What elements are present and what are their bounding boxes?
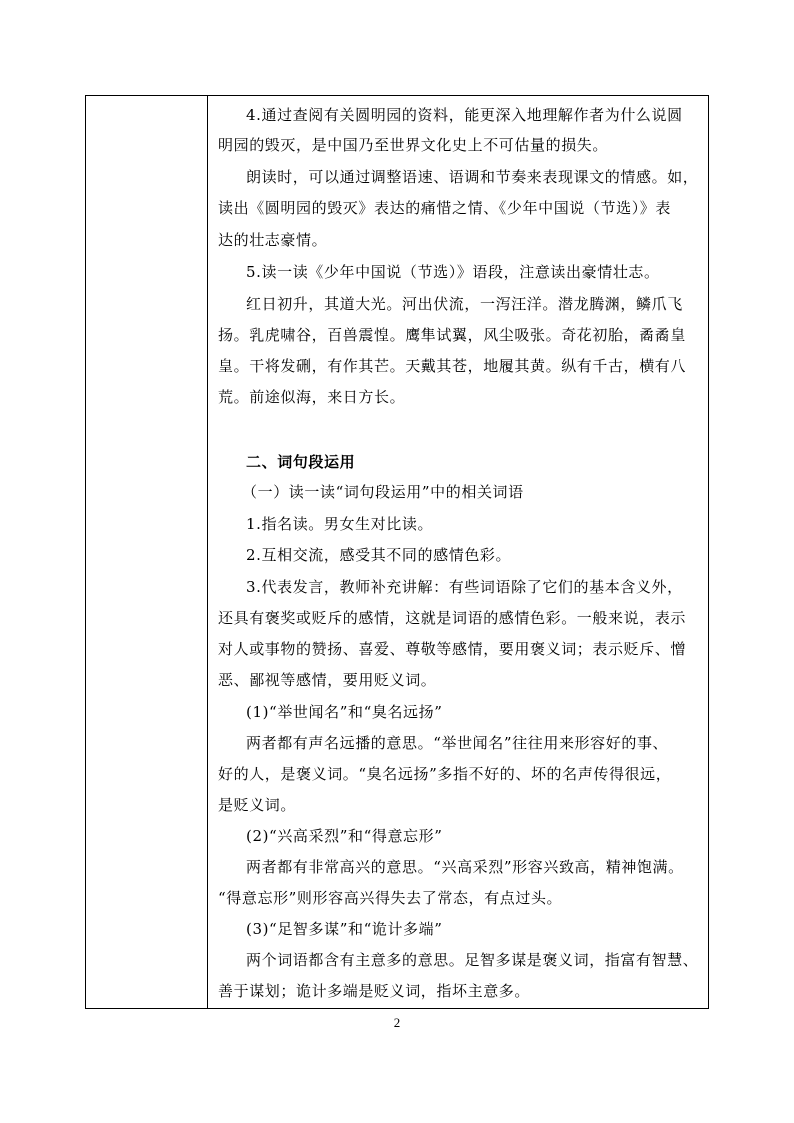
text-line: 荒。前途似海，来日方长。 (218, 388, 406, 406)
text-line: 红日初升，其道大光。河出伏流，一泻汪洋。潜龙腾渊，鳞爪飞 (246, 295, 683, 313)
text-line: 朗读时，可以通过调整语速、语调和节奏来表现课文的情感。如， (246, 168, 699, 186)
subsection-heading: （一）读一读“词句段运用”中的相关词语 (242, 483, 524, 501)
text-line: 1.指名读。男女生对比读。 (246, 515, 434, 533)
table-content-cell (208, 96, 708, 1008)
text-line: 恶、鄙视等感情，要用贬义词。 (218, 671, 437, 689)
section-heading: 二、词句段运用 (246, 453, 356, 471)
text-line: 达的壮志豪情。 (218, 231, 328, 249)
text-line: 扬。乳虎啸谷，百兽震惶。鹰隼试翼，风尘吸张。奇花初胎，矞矞皇 (218, 326, 687, 344)
text-line: 是贬义词。 (218, 796, 297, 814)
page-number: 2 (393, 1015, 401, 1030)
text-line: 两者都有声名远播的意思。“举世闻名”往往用来形容好的事、 (246, 734, 669, 752)
text-line: 好的人，是褒义词。“臭名远扬”多指不好的、坏的名声传得很远， (218, 765, 672, 783)
text-line: 3.代表发言，教师补充讲解：有些词语除了它们的基本含义外， (246, 578, 683, 596)
text-line: (3)“足智多谋”和“诡计多端” (246, 920, 443, 938)
text-line: 明园的毁灭，是中国乃至世界文化史上不可估量的损失。 (218, 136, 609, 154)
text-line: 对人或事物的赞扬、喜爱、尊敬等感情，要用褒义词；表示贬斥、憎 (218, 640, 687, 658)
text-line: 还具有褒奖或贬斥的感情，这就是词语的感情色彩。一般来说，表示 (218, 609, 687, 627)
text-line: 4.通过查阅有关圆明园的资料，能更深入地理解作者为什么说圆 (246, 106, 683, 124)
text-line: (1)“举世闻名”和“臭名远扬” (246, 703, 443, 721)
text-line: 善于谋划；诡计多端是贬义词，指坏主意多。 (218, 982, 531, 1000)
text-line: 5.读一读《少年中国说（节选）》语段，注意读出豪情壮志。 (246, 263, 660, 281)
text-line: 2.互相交流，感受其不同的感情色彩。 (246, 546, 512, 564)
text-line: 两者都有非常高兴的意思。“兴高采烈”形容兴致高，精神饱满。 (246, 858, 684, 876)
lesson-table (85, 95, 709, 1009)
text-line: 两个词语都含有主意多的意思。足智多谋是褒义词，指富有智慧、 (246, 951, 699, 969)
text-line: (2)“兴高采烈”和“得意忘形” (246, 827, 443, 845)
table-left-column (86, 96, 208, 1008)
text-line: 读出《圆明园的毁灭》表达的痛惜之情、《少年中国说（节选）》表 (218, 199, 672, 217)
text-line: 皇。干将发硎，有作其芒。天戴其苍，地履其黄。纵有千古，横有八 (218, 357, 687, 375)
text-line: “得意忘形”则形容高兴得失去了常态，有点过头。 (218, 889, 563, 907)
